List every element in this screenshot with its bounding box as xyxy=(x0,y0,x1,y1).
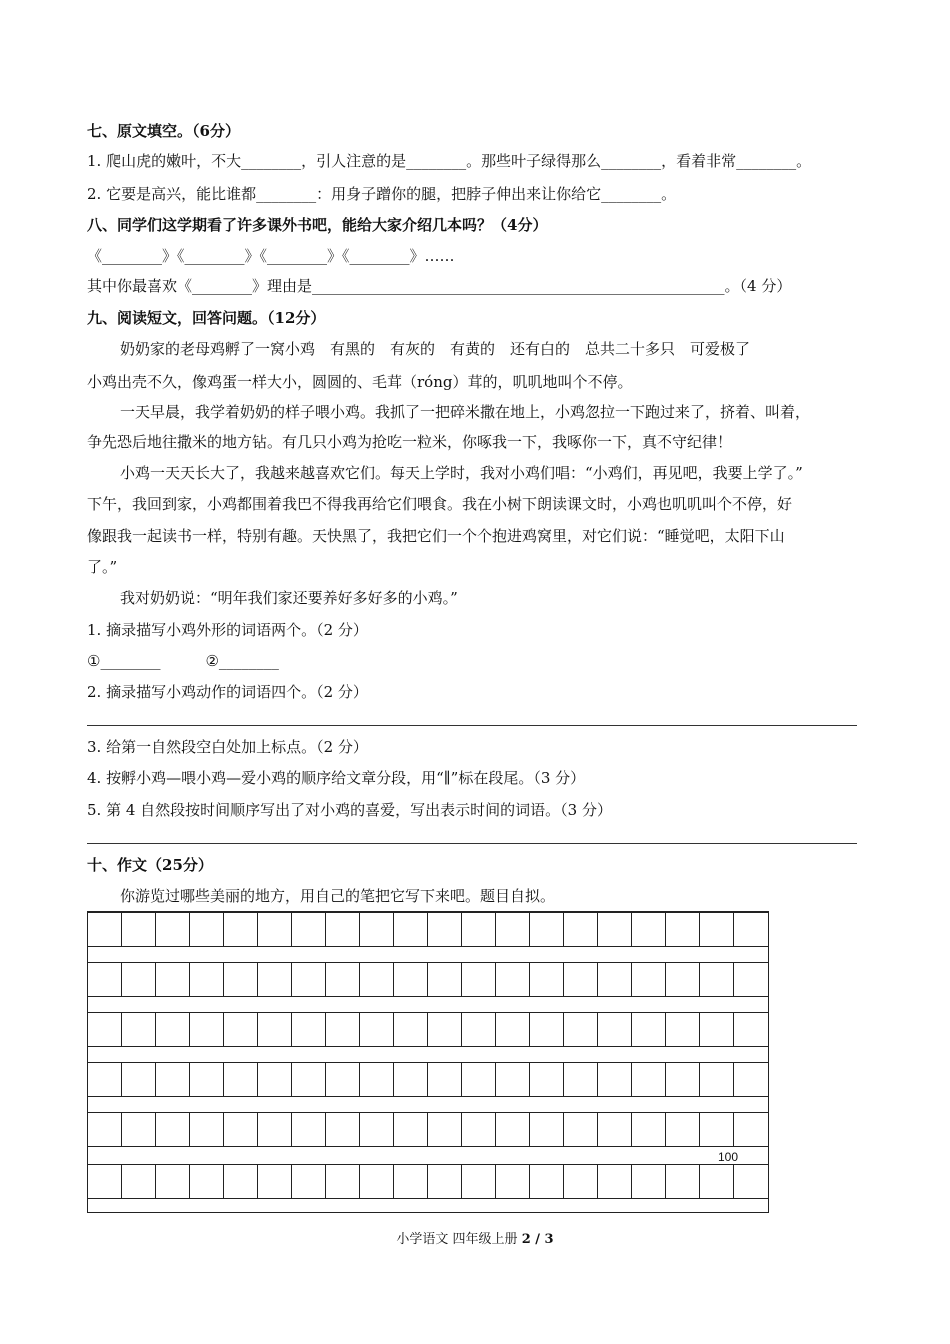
grid-cell[interactable] xyxy=(530,1012,564,1047)
grid-cell[interactable] xyxy=(462,1112,496,1147)
grid-cell[interactable] xyxy=(156,1012,190,1047)
grid-cell[interactable] xyxy=(462,1012,496,1047)
grid-cell[interactable] xyxy=(666,1012,700,1047)
grid-cell[interactable] xyxy=(88,962,122,997)
grid-cell[interactable] xyxy=(88,1062,122,1097)
grid-cell[interactable] xyxy=(734,912,768,947)
passage-line: 我对奶奶说：“明年我们家还要养好多好多的小鸡。” xyxy=(120,589,458,607)
grid-cell[interactable] xyxy=(122,1012,156,1047)
grid-cell[interactable] xyxy=(666,1112,700,1147)
grid-cell[interactable] xyxy=(326,1062,360,1097)
section7-question-1: 1. 爬山虎的嫩叶，不大________，引人注意的是________。那些叶子绿得那么________，看着非常________。 xyxy=(87,152,812,170)
grid-cell[interactable] xyxy=(122,962,156,997)
page-footer xyxy=(0,1228,950,1247)
grid-cell[interactable] xyxy=(700,962,734,997)
grid-cell[interactable] xyxy=(292,962,326,997)
grid-cell[interactable] xyxy=(530,962,564,997)
grid-cell[interactable] xyxy=(666,912,700,947)
grid-cell[interactable] xyxy=(734,1112,768,1147)
section8-book-blanks: 《________》《________》《________》《________》…… xyxy=(87,247,455,265)
passage-line: 奶奶家的老母鸡孵了一窝小鸡 有黑的 有灰的 有黄的 还有白的 总共二十多只 可爱极了 xyxy=(120,340,751,358)
question-1: 1. 摘录描写小鸡外形的词语两个。（2 分） xyxy=(87,621,368,639)
grid-cell[interactable] xyxy=(632,962,666,997)
passage-line: 争先恐后地往撒米的地方钻。有几只小鸡为抢吃一粒米，你啄我一下，我啄你一下，真不守纪律！ xyxy=(87,433,733,451)
section7-question-2: 2. 它要是高兴，能比谁都________：用身子蹭你的腿，把脖子伸出来让你给它________。 xyxy=(87,185,677,203)
grid-cell[interactable] xyxy=(360,1112,394,1147)
grid-cell[interactable] xyxy=(292,912,326,947)
question-5: 5. 第 4 自然段按时间顺序写出了对小鸡的喜爱，写出表示时间的词语。（3 分） xyxy=(87,801,612,819)
grid-cell[interactable] xyxy=(496,1062,530,1097)
grid-cell[interactable] xyxy=(122,1164,156,1199)
grid-cell[interactable] xyxy=(632,912,666,947)
grid-cell[interactable] xyxy=(666,1062,700,1097)
grid-cell[interactable] xyxy=(360,1062,394,1097)
passage-line: 下午，我回到家，小鸡都围着我巴不得我再给它们喂食。我在小树下朗读课文时，小鸡也叽叽叫个不停，好 xyxy=(87,495,793,513)
composition-grid[interactable] xyxy=(87,911,769,1213)
grid-cell[interactable] xyxy=(530,912,564,947)
grid-cell[interactable] xyxy=(428,1164,462,1199)
grid-cell[interactable] xyxy=(190,1062,224,1097)
grid-cell[interactable] xyxy=(462,912,496,947)
grid-cell[interactable] xyxy=(326,1164,360,1199)
grid-cell[interactable] xyxy=(360,962,394,997)
grid-cell[interactable] xyxy=(88,1164,122,1199)
grid-cell[interactable] xyxy=(598,1012,632,1047)
grid-cell[interactable] xyxy=(394,912,428,947)
grid-cell[interactable] xyxy=(224,1012,258,1047)
passage-line: 了。” xyxy=(87,558,118,576)
grid-cell[interactable] xyxy=(258,1062,292,1097)
answer-line[interactable] xyxy=(87,725,857,726)
grid-cell[interactable] xyxy=(598,1062,632,1097)
grid-cell[interactable] xyxy=(394,1012,428,1047)
grid-cell[interactable] xyxy=(224,1112,258,1147)
grid-cell[interactable] xyxy=(700,1012,734,1047)
grid-cell[interactable] xyxy=(428,912,462,947)
grid-cell[interactable] xyxy=(360,912,394,947)
grid-cell[interactable] xyxy=(598,912,632,947)
grid-cell[interactable] xyxy=(530,1164,564,1199)
word-count-marker: 100 xyxy=(718,1150,739,1164)
grid-cell[interactable] xyxy=(632,1164,666,1199)
section8-heading: 八、同学们这学期看了许多课外书吧，能给大家介绍几本吗？（4分） xyxy=(87,216,548,234)
page-number: 2 / 3 xyxy=(521,1232,554,1247)
grid-row xyxy=(88,1012,768,1047)
grid-cell[interactable] xyxy=(564,962,598,997)
grid-cell[interactable] xyxy=(564,1062,598,1097)
grid-cell[interactable] xyxy=(190,1164,224,1199)
grid-cell[interactable] xyxy=(326,1112,360,1147)
grid-cell[interactable] xyxy=(326,912,360,947)
grid-cell[interactable] xyxy=(394,1062,428,1097)
grid-cell[interactable] xyxy=(700,912,734,947)
grid-cell[interactable] xyxy=(88,1112,122,1147)
grid-cell[interactable] xyxy=(428,1062,462,1097)
grid-cell[interactable] xyxy=(122,1062,156,1097)
grid-row xyxy=(88,962,768,997)
grid-cell[interactable] xyxy=(292,1112,326,1147)
grid-cell[interactable] xyxy=(360,1012,394,1047)
grid-cell[interactable] xyxy=(122,912,156,947)
grid-cell[interactable] xyxy=(292,1012,326,1047)
grid-cell[interactable] xyxy=(292,1164,326,1199)
grid-cell[interactable] xyxy=(190,1012,224,1047)
passage-line: 小鸡一天天长大了，我越来越喜欢它们。每天上学时，我对小鸡们唱：“小鸡们，再见吧，我要上学了。” xyxy=(120,464,803,482)
grid-cell[interactable] xyxy=(394,1164,428,1199)
grid-cell[interactable] xyxy=(156,962,190,997)
grid-cell[interactable] xyxy=(598,962,632,997)
grid-cell[interactable] xyxy=(88,1012,122,1047)
grid-cell[interactable] xyxy=(666,962,700,997)
grid-cell[interactable] xyxy=(156,1062,190,1097)
section9-heading: 九、阅读短文，回答问题。（12分） xyxy=(87,309,326,327)
grid-cell[interactable] xyxy=(428,1112,462,1147)
passage-line: 一天早晨，我学着奶奶的样子喂小鸡。我抓了一把碎米撒在地上，小鸡忽拉一下跑过来了，挤着、叫着， xyxy=(120,403,811,421)
grid-cell[interactable] xyxy=(496,912,530,947)
grid-cell[interactable] xyxy=(530,1112,564,1147)
grid-cell[interactable] xyxy=(462,962,496,997)
question-2: 2. 摘录描写小鸡动作的词语四个。（2 分） xyxy=(87,683,368,701)
grid-cell[interactable] xyxy=(564,1112,598,1147)
grid-cell[interactable] xyxy=(190,962,224,997)
passage-line: 小鸡出壳不久，像鸡蛋一样大小，圆圆的、毛茸（róng）茸的，叽叽地叫个不停。 xyxy=(87,373,633,391)
grid-cell[interactable] xyxy=(734,962,768,997)
composition-prompt: 你游览过哪些美丽的地方，用自己的笔把它写下来吧。题目自拟。 xyxy=(120,887,556,905)
grid-cell[interactable] xyxy=(258,1012,292,1047)
grid-cell[interactable] xyxy=(394,962,428,997)
grid-cell[interactable] xyxy=(700,1112,734,1147)
grid-cell[interactable] xyxy=(734,1164,768,1199)
grid-cell[interactable] xyxy=(258,962,292,997)
grid-cell[interactable] xyxy=(496,1164,530,1199)
question-1-blanks: ①________ ②________ xyxy=(87,652,279,670)
grid-cell[interactable] xyxy=(122,1112,156,1147)
grid-cell[interactable] xyxy=(496,1012,530,1047)
grid-cell[interactable] xyxy=(496,1112,530,1147)
grid-cell[interactable] xyxy=(700,1164,734,1199)
answer-line[interactable] xyxy=(87,843,857,844)
question-3: 3. 给第一自然段空白处加上标点。（2 分） xyxy=(87,738,368,756)
grid-cell[interactable] xyxy=(734,1012,768,1047)
grid-cell[interactable] xyxy=(88,912,122,947)
grid-cell[interactable] xyxy=(258,1164,292,1199)
grid-cell[interactable] xyxy=(360,1164,394,1199)
grid-cell[interactable] xyxy=(598,1164,632,1199)
grid-row xyxy=(88,1112,768,1147)
grid-cell[interactable] xyxy=(190,912,224,947)
grid-cell[interactable] xyxy=(666,1164,700,1199)
section8-favorite-reason: 其中你最喜欢《________》理由是_______________________________________________________。（4 分） xyxy=(87,277,792,295)
grid-cell[interactable] xyxy=(632,1012,666,1047)
grid-cell[interactable] xyxy=(292,1062,326,1097)
grid-cell[interactable] xyxy=(564,912,598,947)
grid-cell[interactable] xyxy=(156,1112,190,1147)
grid-cell[interactable] xyxy=(530,1062,564,1097)
grid-cell[interactable] xyxy=(496,962,530,997)
grid-cell[interactable] xyxy=(734,1062,768,1097)
question-4: 4. 按孵小鸡—喂小鸡—爱小鸡的顺序给文章分段，用“∥”标在段尾。（3 分） xyxy=(87,769,586,787)
grid-cell[interactable] xyxy=(258,912,292,947)
grid-cell[interactable] xyxy=(326,1012,360,1047)
grid-cell[interactable] xyxy=(700,1062,734,1097)
grid-row xyxy=(88,912,768,947)
grid-cell[interactable] xyxy=(632,1062,666,1097)
grid-cell[interactable] xyxy=(258,1112,292,1147)
footer-text: 小学语文 四年级上册 xyxy=(396,1232,522,1247)
grid-cell[interactable] xyxy=(224,912,258,947)
grid-cell[interactable] xyxy=(224,1062,258,1097)
grid-cell[interactable] xyxy=(224,1164,258,1199)
passage-line: 像跟我一起读书一样，特别有趣。天快黑了，我把它们一个个抱进鸡窝里，对它们说：“睡觉吧，太阳下山 xyxy=(87,527,785,545)
grid-cell[interactable] xyxy=(394,1112,428,1147)
section10-heading: 十、作文（25分） xyxy=(87,856,213,874)
grid-cell[interactable] xyxy=(156,912,190,947)
grid-cell[interactable] xyxy=(598,1112,632,1147)
grid-cell[interactable] xyxy=(632,1112,666,1147)
grid-cell[interactable] xyxy=(564,1164,598,1199)
grid-cell[interactable] xyxy=(462,1164,496,1199)
grid-cell[interactable] xyxy=(190,1112,224,1147)
section7-heading: 七、原文填空。（6分） xyxy=(87,122,240,140)
grid-cell[interactable] xyxy=(156,1164,190,1199)
grid-row xyxy=(88,1062,768,1097)
grid-cell[interactable] xyxy=(428,962,462,997)
grid-cell[interactable] xyxy=(224,962,258,997)
grid-cell[interactable] xyxy=(428,1012,462,1047)
grid-cell[interactable] xyxy=(462,1062,496,1097)
grid-row xyxy=(88,1164,768,1199)
grid-cell[interactable] xyxy=(564,1012,598,1047)
grid-cell[interactable] xyxy=(326,962,360,997)
